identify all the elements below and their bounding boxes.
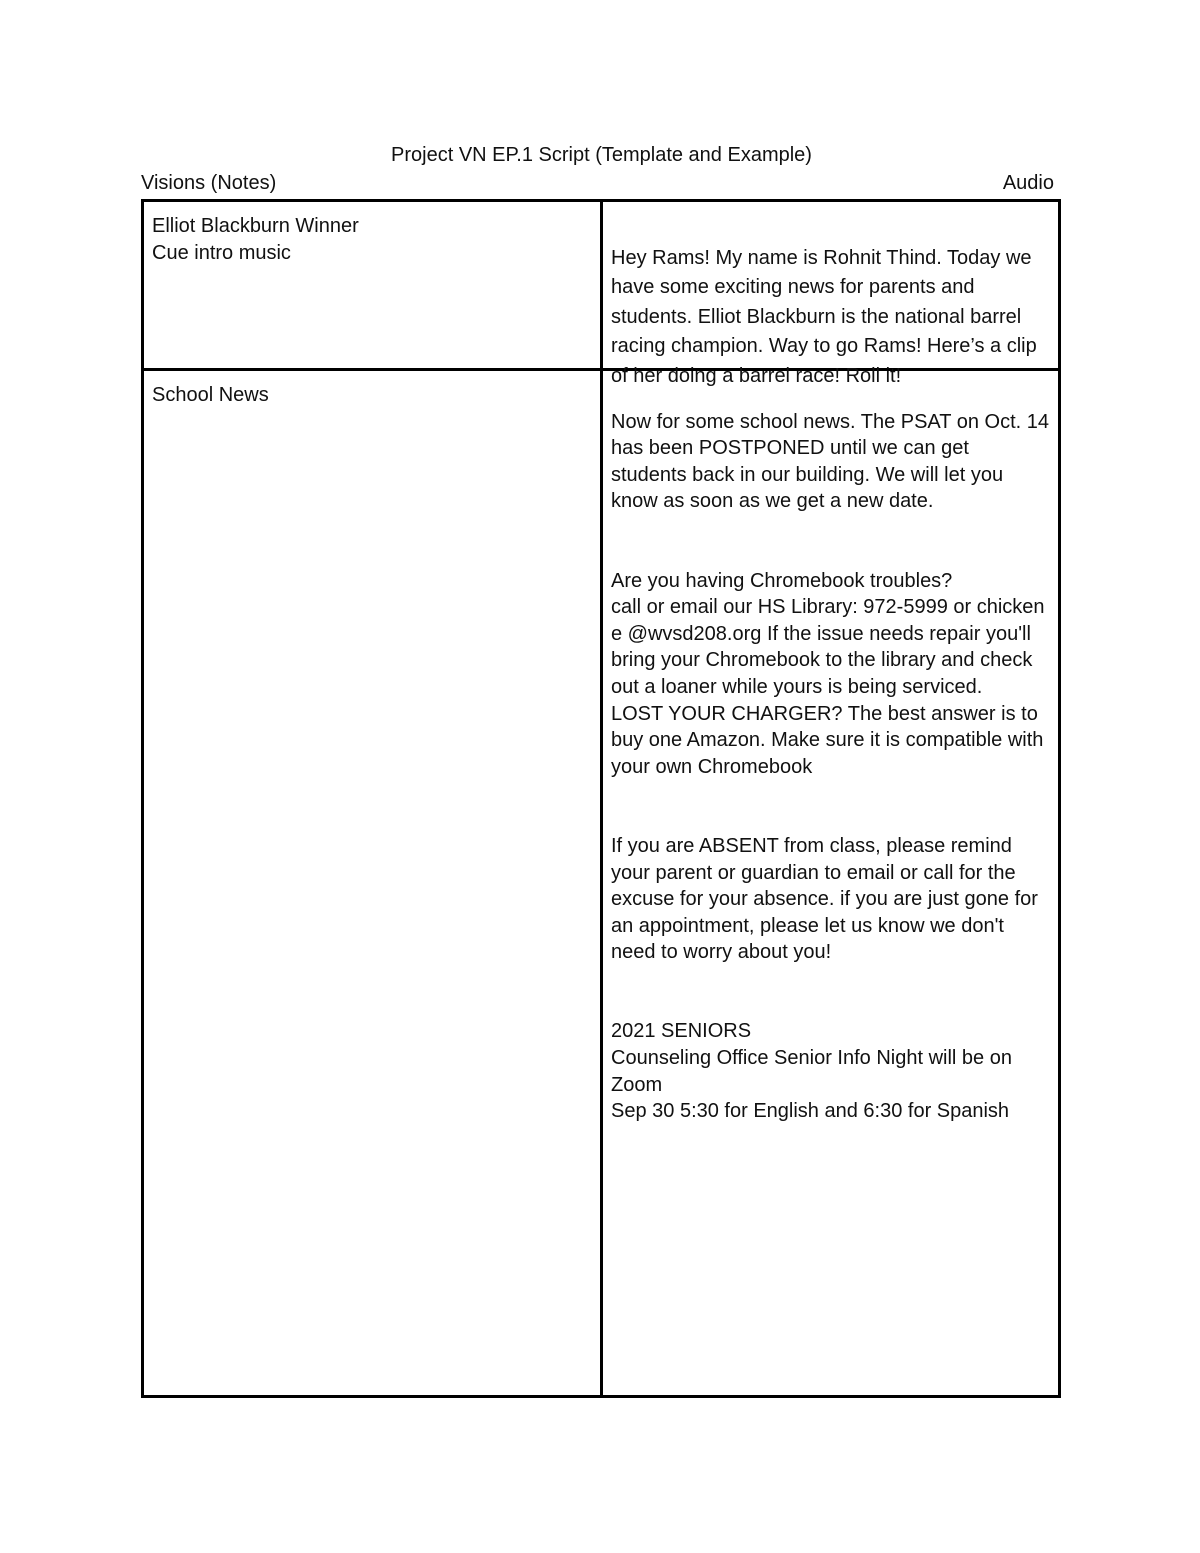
- audio-paragraph-psat: Now for some school news. The PSAT on Oct. 14 has been POSTPONED until we can get students back in our building. We will let you know as soon as we get a new date.: [611, 410, 1049, 513]
- visions-cell-school-news: School News: [144, 371, 603, 1395]
- visions-column-label: Visions (Notes): [141, 172, 277, 194]
- visions-cell-intro: Elliot Blackburn Winner Cue intro music: [144, 202, 603, 371]
- script-table: [141, 199, 1061, 1398]
- document-title: Project VN EP.1 Script (Template and Example): [391, 144, 812, 166]
- audio-paragraph: Hey Rams! My name is Rohnit Thind. Today we have some exciting news for parents and students. Elliot Blackburn is the national barrel racing champion. Way to go Rams! Here’s a clip of her doing a barrel race! Roll it!: [611, 246, 1037, 387]
- audio-paragraph-absent: If you are ABSENT from class, please remind your parent or guardian to email or call for the excuse for your absence. if you are just gone for an appointment, please let us know we don't need to worry about you!: [611, 834, 1038, 964]
- audio-column-label: Audio: [1002, 172, 1054, 194]
- audio-paragraph-seniors: 2021 SENIORS Counseling Office Senior Info Night will be on Zoom Sep 30 5:30 for English and 6:30 for Spanish: [611, 1020, 1012, 1123]
- audio-cell-intro: [603, 202, 1058, 387]
- audio-cell-school-news: [603, 371, 1058, 1395]
- audio-paragraph-chromebook: Are you having Chromebook troubles? call or email our HS Library: 972-5999 or chicken e @wvsd208.org If the issue needs repair you'll bring your Chromebook to the library and check out a loaner while yours is being serviced. LOST YOUR CHARGER? The best answer is to buy one Amazon. Make sure it is compatible with your own Chromebook: [611, 569, 1045, 778]
